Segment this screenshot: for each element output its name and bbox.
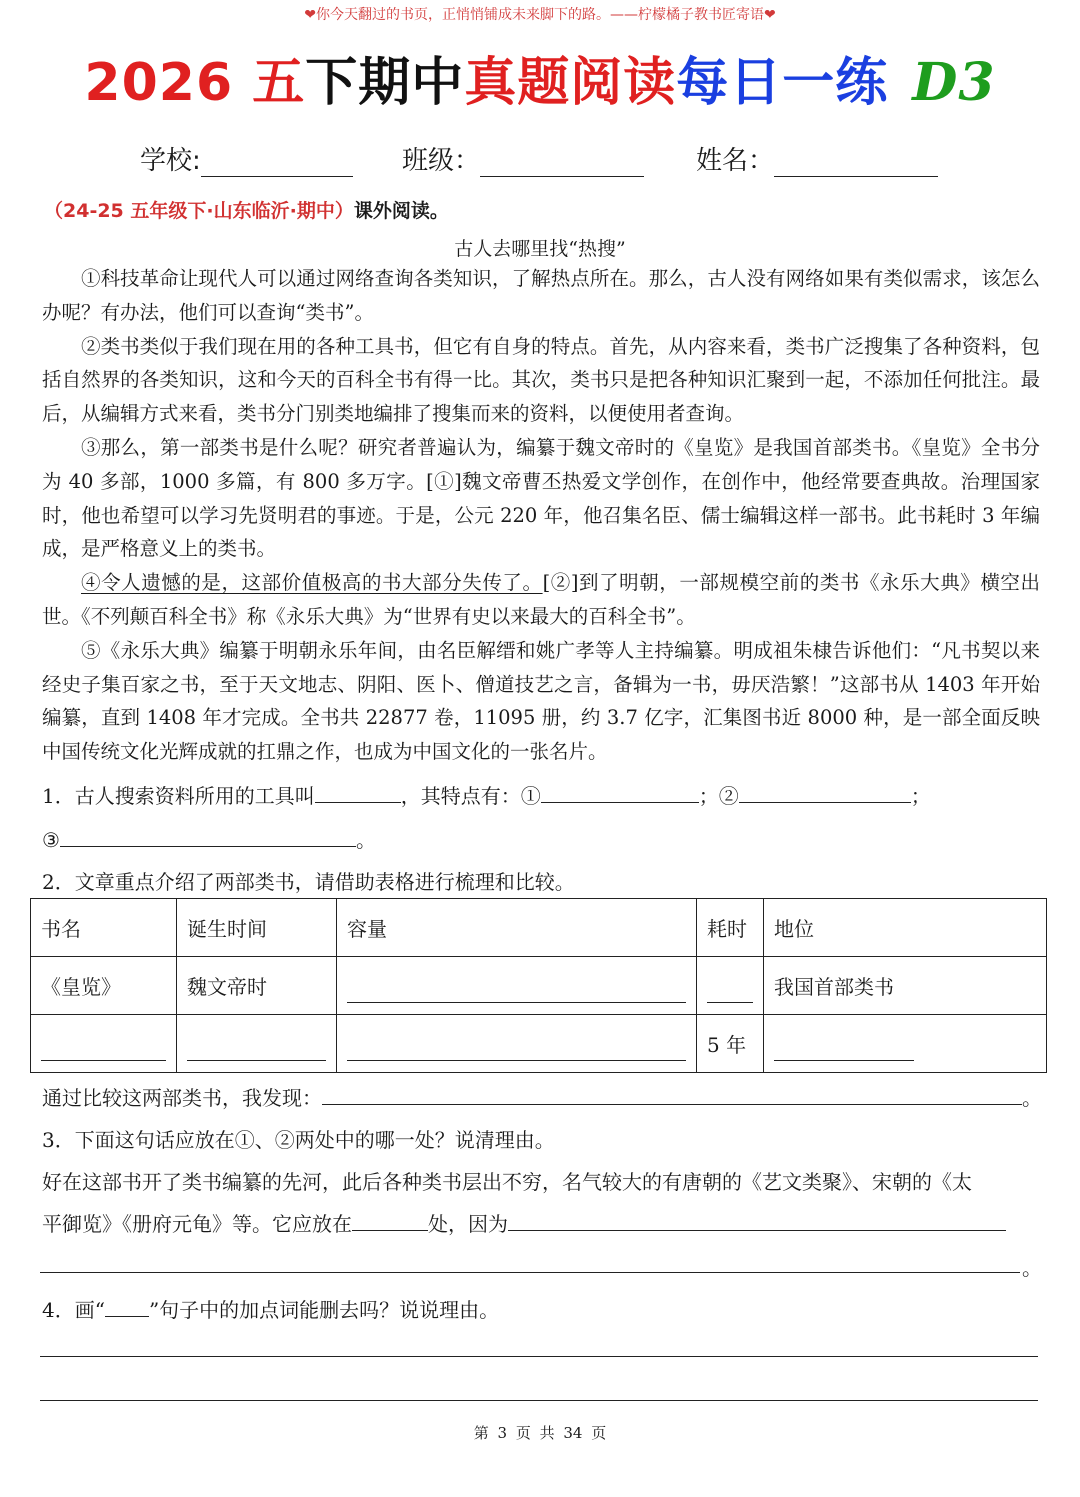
q1-blank-feature-3[interactable] xyxy=(60,824,356,847)
title-day: D3 xyxy=(912,52,996,113)
cell-time-1: 魏文帝时 xyxy=(177,957,337,1015)
table-row xyxy=(31,957,1047,1015)
q1-text-b: ，其特点有：① xyxy=(400,784,541,808)
name-field[interactable] xyxy=(774,146,938,177)
question-1 xyxy=(42,780,931,809)
header-book: 书名 xyxy=(31,899,177,957)
q4-answer-line-1[interactable] xyxy=(40,1356,1038,1357)
q3-blank-reason[interactable] xyxy=(508,1208,1006,1231)
header-status: 地位 xyxy=(764,899,1047,957)
title-grade: 下期中 xyxy=(305,53,465,113)
cell-status-1: 我国首部类书 xyxy=(764,957,1047,1015)
compare-line xyxy=(42,1082,1042,1111)
title-real: 真题阅读 xyxy=(464,53,677,113)
paragraph-1: ①科技革命让现代人可以通过网络查询各类知识，了解热点所在。那么，古人没有网络如果有类似需求，该怎么办呢？有办法，他们可以查询“类书”。 xyxy=(42,267,1040,324)
source-origin: （24-25 五年级下·山东临沂·期中） xyxy=(44,200,354,222)
header-time: 诞生时间 xyxy=(177,899,337,957)
school-label: 学校: xyxy=(140,146,201,176)
compare-blank[interactable] xyxy=(322,1082,1022,1105)
class-field[interactable] xyxy=(480,146,644,177)
title-daily: 每日一练 xyxy=(676,53,889,113)
student-info-row xyxy=(140,140,960,180)
question-3-sentence: 好在这部书开了类书编纂的先河，此后各种类书层出不穷，名气较大的有唐朝的《艺文类聚》、宋朝的《太 xyxy=(42,1170,972,1194)
source-line xyxy=(44,196,449,223)
paragraph-4 xyxy=(42,566,1040,634)
paragraph-3: ③那么，第一部类书是什么呢？研究者普遍认为，编纂于魏文帝时的《皇览》是我国首部类书。《皇览》全书分为 40 多部，1000 多篇，有 800 多万字。[①]魏文帝曹丕热爱文学创作，在创作中，他经常要查典故。治理国家时，他也希望可以学习先贤明君的事迹。于是，公元 220 年，他召集名臣、儒士编辑这样一部书。此书耗时 3 年编成，是严格意义上的类书。 xyxy=(42,435,1040,561)
name-label: 姓名： xyxy=(696,146,775,176)
q4-answer-line-2[interactable] xyxy=(40,1400,1038,1401)
q4-text-b: ”句子中的加点词能删去吗？说说理由。 xyxy=(148,1298,500,1322)
q3-text-b: 平御览》《册府元龟》等。它应放在 xyxy=(42,1212,352,1236)
q1-text-c: ；② xyxy=(698,784,739,808)
class-label: 班级： xyxy=(402,146,481,176)
motto-header: ❤你今天翻过的书页，正悄悄铺成未来脚下的路。——柠檬橘子教书匠寄语❤ xyxy=(304,7,776,23)
q1-blank-feature-2[interactable] xyxy=(739,780,911,803)
cell-capacity-2[interactable] xyxy=(337,1015,697,1073)
q1-blank-feature-1[interactable] xyxy=(541,780,699,803)
question-3: 3．下面这句话应放在①、②两处中的哪一处？说清理由。 xyxy=(42,1128,555,1152)
cell-duration-2: 5 年 xyxy=(697,1015,764,1073)
q4-underline-sample xyxy=(105,1294,149,1317)
q3-answer-line-2[interactable] xyxy=(40,1272,1020,1273)
cell-time-2[interactable] xyxy=(177,1015,337,1073)
compare-end: 。 xyxy=(1022,1086,1042,1110)
paragraph-2: ②类书类似于我们现在用的各种工具书，但它有自身的特点。首先，从内容来看，类书广泛搜集了各种资料，包括自然界的各类知识，这和今天的百科全书有得一比。其次，类书只是把各种知识汇聚到一起，不添加任何批注。最后，从编辑方式来看，类书分门别类地编排了搜集而来的资料，以便使用者查询。 xyxy=(42,334,1040,426)
q3-text-c: 处，因为 xyxy=(428,1212,508,1236)
header-capacity: 容量 xyxy=(337,899,697,957)
cell-book-1: 《皇览》 xyxy=(31,957,177,1015)
q1-text-e: ③ xyxy=(42,828,60,852)
q3-blank-position[interactable] xyxy=(352,1208,428,1231)
title-year: 2026 五 xyxy=(84,53,306,113)
cell-status-2[interactable] xyxy=(764,1015,1047,1073)
article-body xyxy=(42,262,1040,769)
cell-book-2[interactable] xyxy=(31,1015,177,1073)
cell-duration-1[interactable] xyxy=(697,957,764,1015)
q1-text-d: ； xyxy=(910,784,931,808)
school-field[interactable] xyxy=(201,146,353,177)
page-number: 第 3 页 共 34 页 xyxy=(473,1424,607,1442)
question-3-answer-line xyxy=(42,1208,1006,1237)
q1-blank-tool[interactable] xyxy=(315,780,401,803)
question-4 xyxy=(42,1294,499,1323)
compare-text: 通过比较这两部类书，我发现： xyxy=(42,1086,322,1110)
underlined-sentence: ④令人遗憾的是，这部价值极高的书大部分失传了。 xyxy=(81,571,543,595)
q4-text-a: 4．画“ xyxy=(42,1298,105,1322)
source-type: 课外阅读。 xyxy=(353,200,449,222)
q3-end: 。 xyxy=(1022,1256,1042,1280)
paragraph-4-rest: [②]到了明朝，一部规模空前的类书《永乐大典》横空出世。《不列颠百科全书》称《永乐大典》为“世界有史以来最大的百科全书”。 xyxy=(42,571,1040,628)
table-row xyxy=(31,1015,1047,1073)
question-1-line-2 xyxy=(42,824,376,853)
table-header-row xyxy=(31,899,1047,957)
page-title xyxy=(0,40,1080,115)
comparison-table xyxy=(30,898,1047,1073)
question-2: 2．文章重点介绍了两部类书，请借助表格进行梳理和比较。 xyxy=(42,870,575,894)
header-duration: 耗时 xyxy=(697,899,764,957)
q1-text-a: 1．古人搜索资料所用的工具叫 xyxy=(42,784,315,808)
cell-capacity-1[interactable] xyxy=(337,957,697,1015)
q1-text-f: 。 xyxy=(355,828,376,852)
paragraph-5: ⑤《永乐大典》编纂于明朝永乐年间，由名臣解缙和姚广孝等人主持编纂。明成祖朱棣告诉他们：“凡书契以来经史子集百家之书，至于天文地志、阴阳、医卜、僧道技艺之言，备辑为一书，毋厌浩繁！”这部书从 1403 年开始编纂，直到 1408 年才完成。全书共 22877 卷，11095 册，约 3.7 亿字，汇集图书近 8000 种，是一部全面反映中国传统文化光辉成就的扛鼎之作，也成为中国文化的一张名片。 xyxy=(42,638,1040,764)
article-title: 古人去哪里找“热搜” xyxy=(454,238,626,260)
